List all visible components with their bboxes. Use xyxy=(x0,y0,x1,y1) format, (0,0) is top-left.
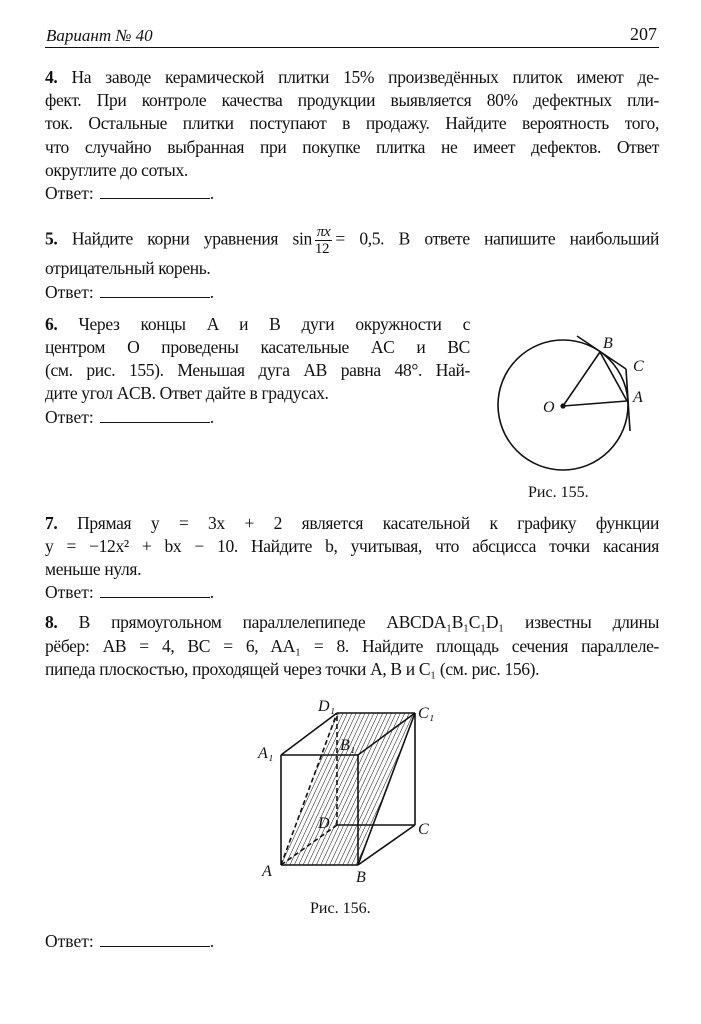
radius-ob xyxy=(563,352,600,406)
problem-7-line: y = −12x² + bx − 10. Найдите b, учитывая, что абсцисса точки касания xyxy=(45,536,659,556)
problem-6-line: дите угол ACB. Ответ дайте в градусах. xyxy=(45,383,329,403)
problem-number: 5. xyxy=(45,228,58,249)
chord-ab xyxy=(600,352,627,401)
problem-number: 6. xyxy=(45,314,58,334)
page-number: 207 xyxy=(630,24,657,44)
figure-156-cuboid-diagram xyxy=(281,713,415,865)
label-b1: B₁ xyxy=(340,737,356,754)
answer-label: Ответ: xyxy=(45,582,94,602)
fraction-denominator: 12 xyxy=(314,241,330,257)
answer-field-7: Ответ: . xyxy=(45,582,215,602)
problem-5-line: отрицательный корень. xyxy=(45,258,211,278)
fraction-numerator: πx xyxy=(316,224,331,240)
label-c: C xyxy=(633,358,644,375)
label-c1: C₁ xyxy=(418,705,435,722)
tangent-at-b xyxy=(577,336,626,369)
label-a1: A₁ xyxy=(258,745,274,762)
problem-text: На заводе керамической плитки 15% произведённых плиток имеют де- xyxy=(71,67,659,87)
answer-label: Ответ: xyxy=(45,183,94,203)
running-header-title: Вариант № 40 xyxy=(46,26,153,45)
label-d1: D₁ xyxy=(318,698,336,715)
problem-text: В прямоугольном параллелепипеде ABCDA₁B₁C₁D₁ известны длины xyxy=(78,612,659,632)
answer-field-6: Ответ: . xyxy=(45,407,215,427)
problem-number: 8. xyxy=(45,612,58,632)
label-a: A xyxy=(633,389,643,406)
problem-text: Прямая y = 3x + 2 является касательной к графику функции xyxy=(77,513,659,533)
problem-text: Через концы A и B дуги окружности с xyxy=(78,314,470,334)
center-point xyxy=(561,404,565,408)
problem-8-line: рёбер: AB = 4, BC = 6, AA₁ = 8. Найдите площадь сечения параллеле- xyxy=(45,636,659,656)
label-b: B xyxy=(356,869,366,886)
problem-4-line: ток. Остальные плитки поступают в продажу. Найдите вероятность того, xyxy=(45,113,659,133)
answer-field-8: Ответ: . xyxy=(45,931,215,951)
problem-text: = 0,5. В ответе напишите наибольший xyxy=(335,228,660,249)
section-abc1d1 xyxy=(281,713,415,865)
answer-label: Ответ: xyxy=(45,407,94,427)
problem-7-line: меньше нуля. xyxy=(45,559,142,579)
problem-4-line: фект. При контроле качества продукции выявляется 80% дефектных пли- xyxy=(45,90,659,110)
problem-6-line: центром O проведены касательные AC и BC xyxy=(45,337,470,357)
figure-155-circle-diagram xyxy=(498,336,630,470)
problem-number: 4. xyxy=(45,67,58,87)
answer-field-5: Ответ: . xyxy=(45,282,215,302)
problem-4-line: что случайно выбранная при покупке плитка не имеет дефектов. Ответ xyxy=(45,137,659,157)
label-b: B xyxy=(603,335,613,352)
answer-label: Ответ: xyxy=(45,931,94,951)
radius-oa xyxy=(563,401,627,406)
figure-156-caption: Рис. 156. xyxy=(310,900,371,917)
problem-6-line: (см. рис. 155). Меньшая дуга AB равна 48°. Най- xyxy=(45,360,470,380)
problem-text: Найдите корни уравнения sin xyxy=(71,228,312,249)
answer-label: Ответ: xyxy=(45,282,94,302)
problem-8-line: пипеда плоскостью, проходящей через точки A, B и C₁ (см. рис. 156). xyxy=(45,659,540,679)
problem-4-line: округлите до сотых. xyxy=(45,160,188,180)
answer-field-4: Ответ: . xyxy=(45,183,215,203)
label-d: D xyxy=(318,815,330,832)
label-a: A xyxy=(262,863,272,880)
label-o: O xyxy=(543,399,555,416)
label-c: C xyxy=(418,821,429,838)
figure-155-caption: Рис. 155. xyxy=(528,484,589,501)
problem-number: 7. xyxy=(45,513,58,533)
